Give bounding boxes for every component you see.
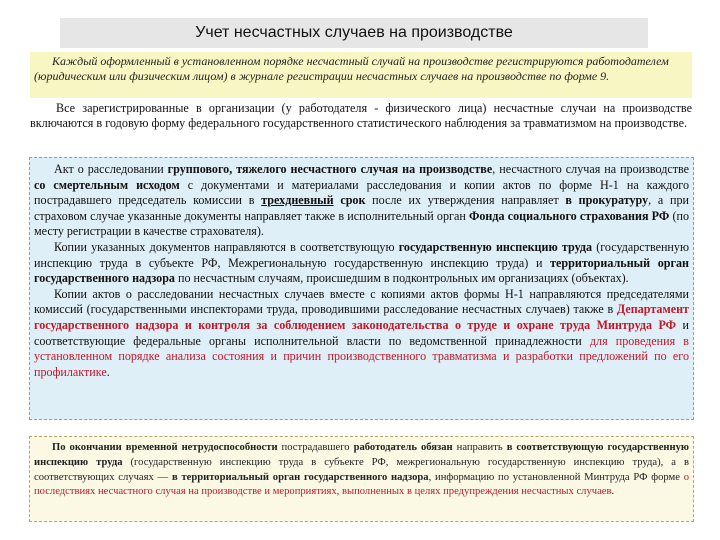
text-span: . — [611, 486, 615, 498]
text-span: , а при страховом случае указанные документы направляет также в исполнительный орган — [34, 193, 689, 223]
post-disability-note — [34, 441, 689, 500]
department-red-bold: Департамент государственного надзора и контроля за соблюдением законодательства о труде и охране труда Минтруда РФ — [34, 302, 689, 332]
text-span: по несчастным случаям, происшедшим в подконтрольных им организациях (объектах). — [174, 271, 629, 286]
text-span: и соответствующие федеральные органы исполнительной власти по ведомственной принадлежности — [34, 317, 689, 348]
analysis-purpose-red: для проведения в установленном порядке анализа состояния и причин производственного травматизма и разработки предложений по его профилактике — [34, 333, 689, 379]
accident-types-bold: группового, тяжелого несчастного случая на производстве — [167, 162, 493, 176]
registration-note: Каждый оформленный в установленном порядке несчастный случай на производстве регистрируются работодателем (юридическим или физическим лицом) в журнале регистрации несчастных случаев на производстве по форме 9. — [34, 54, 669, 84]
territorial-supervision-bold: в территориальный орган государственного надзора — [171, 471, 429, 483]
annual-report-note: Все зарегистрированные в организации (у работодателя - физического лица) несчастные случаи на производстве включаются в годовую форму федерального государственного статистического наблюдения за травматизмом на производстве. — [30, 101, 692, 131]
consequences-info-red: о последствиях несчастного случая на производстве и мероприятиях, выполненных в целях предупреждения несчастных случаев — [34, 471, 690, 498]
act-paragraph-1 — [34, 162, 689, 240]
registration-note-box — [30, 52, 692, 98]
slide-title-bar — [60, 18, 648, 48]
text-span: Акт о расследовании — [54, 162, 168, 176]
text-span: . — [106, 364, 110, 379]
three-day-term-bold: трехдневный — [261, 193, 334, 208]
act-paragraph-3 — [34, 287, 689, 381]
employer-obliged-bold: работодатель обязан — [353, 442, 453, 453]
text-span: Копии указанных документов направляются в соответствующую — [54, 239, 399, 254]
term-bold: срок — [340, 193, 366, 208]
text-span: с документами и материалами расследования и копии актов по форме Н-1 на каждого пострадавшего председатель комиссии в — [34, 177, 690, 208]
slide-title: Учет несчастных случаев на производстве — [195, 24, 513, 41]
text-span: (государственную инспекцию труда в субъекте РФ, межрегиональную государственную инспекцию труда), а в соответствующих случаях — — [34, 456, 689, 483]
text-span: , несчастного случая на производстве — [492, 162, 690, 176]
act-paragraph-2 — [34, 240, 689, 287]
fatal-outcome-bold: со смертельным исходом — [34, 177, 180, 192]
act-investigation-box — [29, 157, 694, 420]
text-span: (по месту регистрации в качестве страхователя). — [34, 208, 689, 239]
end-of-disability-bold: По окончании временной нетрудоспособности — [52, 442, 278, 453]
social-insurance-fund-bold: Фонда социального страхования РФ — [468, 208, 670, 223]
text-span: , информацию по установленной Минтруда РФ форме — [428, 471, 684, 483]
text-span: после их утверждения направляет — [365, 193, 566, 208]
prosecutor-bold: в прокуратуру — [565, 193, 649, 208]
territorial-supervision-bold: территориальный орган государственного надзора — [34, 255, 690, 286]
text-span: Копии актов о расследовании несчастных случаев вместе с копиями актов формы Н-1 направляются председателями комиссий (государственными инспекторами труда, проводившими расследование несчастных случаев) также в — [34, 286, 689, 317]
text-span: пострадавшего — [277, 442, 354, 453]
labor-inspection-bold: в соответствующую государственную инспекцию труда — [34, 442, 689, 468]
post-disability-note-box — [29, 436, 694, 522]
labor-inspection-bold: государственную инспекцию труда — [398, 239, 593, 254]
text-span: направить — [452, 442, 507, 453]
text-span: (государственную инспекцию труда в субъекте РФ, Межрегиональную государственную инспекцию труда) и — [34, 239, 689, 270]
